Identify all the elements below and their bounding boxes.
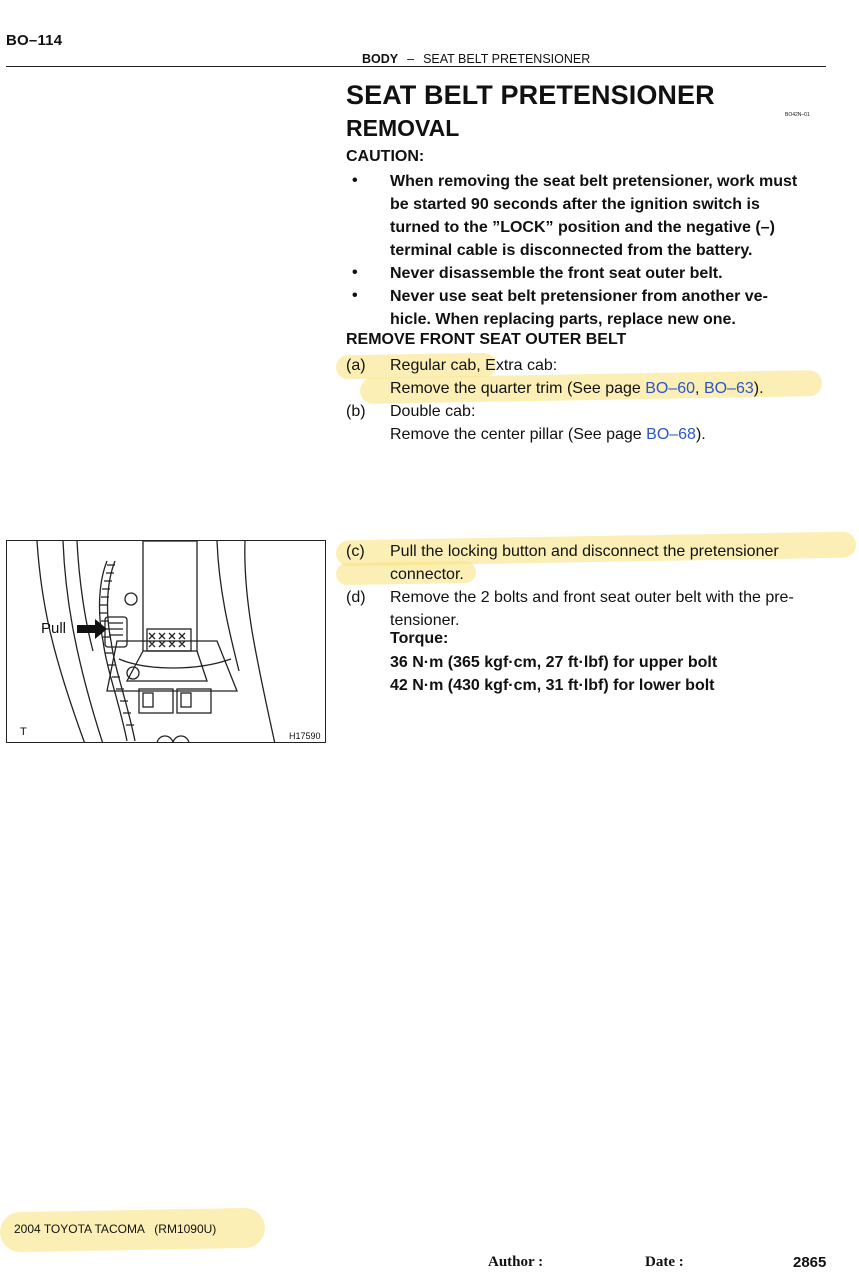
step-b-title: Double cab: [390, 403, 476, 420]
bullet-line: be started 90 seconds after the ignition switch is [390, 196, 760, 213]
section-heading: REMOVE FRONT SEAT OUTER BELT [346, 331, 627, 348]
torque-lower: 42 N·m (430 kgf·cm, 31 ft·lbf) for lower bolt [390, 677, 715, 694]
bullet-line: terminal cable is disconnected from the battery. [390, 242, 753, 259]
torque-upper: 36 N·m (365 kgf·cm, 27 ft·lbf) for upper bolt [390, 654, 718, 671]
pretensioner-illustration [7, 541, 326, 743]
bullet-line: When removing the seat belt pretensioner, work must [390, 173, 798, 190]
doc-id: BO42N–01 [785, 112, 810, 118]
torque-title: Torque: [390, 630, 449, 647]
header-separator: – [407, 52, 415, 66]
figure-box [6, 540, 326, 743]
caution-bullet-3 [390, 285, 828, 331]
bullet-line: turned to the ”LOCK” position and the negative (–) [390, 219, 775, 236]
caution-heading: CAUTION: [346, 148, 425, 165]
header-rule [6, 66, 826, 67]
step-a-comma: , [695, 380, 704, 397]
step-b-label: (b) [346, 403, 366, 420]
link-bo-63[interactable]: BO–63 [703, 380, 754, 397]
section-header [362, 52, 590, 66]
footer-model: 2004 TOYOTA TACOMA (RM1090U) [14, 1222, 217, 1236]
step-b-text [390, 423, 830, 446]
caution-bullet-2: Never disassemble the front seat outer belt. [390, 265, 723, 282]
bullet-dot: • [352, 172, 358, 189]
figure-corner-mark: T [20, 726, 27, 738]
link-bo-68[interactable]: BO–68 [646, 426, 696, 443]
step-c-line-1: Pull the locking button and disconnect the pretensioner [390, 543, 779, 560]
section-topic: SEAT BELT PRETENSIONER [423, 52, 591, 66]
step-d-line-1: Remove the 2 bolts and front seat outer belt with the pre- [390, 589, 794, 606]
step-d-label: (d) [346, 589, 366, 606]
step-a-label: (a) [346, 357, 366, 374]
footer-date-label: Date : [645, 1254, 684, 1270]
section-name: BODY [362, 52, 399, 66]
caution-bullet-1 [390, 170, 828, 262]
page-code: BO–114 [6, 32, 63, 49]
step-a-text [390, 377, 830, 400]
footer-author-label: Author : [488, 1254, 544, 1270]
bullet-dot: • [352, 287, 358, 304]
step-b-text-post: ). [695, 426, 706, 443]
page-subtitle: REMOVAL [346, 115, 460, 141]
step-d-line-2: tensioner. [390, 612, 460, 629]
page-title: SEAT BELT PRETENSIONER [346, 80, 715, 110]
figure-callout-pull: Pull [41, 620, 67, 637]
step-c-line-2: connector. [390, 566, 464, 583]
step-b-text-pre: Remove the center pillar (See page [390, 426, 647, 443]
step-a-text-post: ). [753, 380, 764, 397]
bullet-dot: • [352, 264, 358, 281]
figure-id: H17590 [289, 731, 321, 741]
step-a-title: Regular cab, Extra cab: [390, 357, 558, 374]
link-bo-60[interactable]: BO–60 [645, 380, 696, 397]
bullet-line: hicle. When replacing parts, replace new one. [390, 311, 736, 328]
step-c-label: (c) [346, 543, 365, 560]
step-a-text-pre: Remove the quarter trim (See page [390, 380, 646, 397]
footer-page-number: 2865 [793, 1254, 827, 1271]
bullet-line: Never use seat belt pretensioner from another ve- [390, 288, 768, 305]
